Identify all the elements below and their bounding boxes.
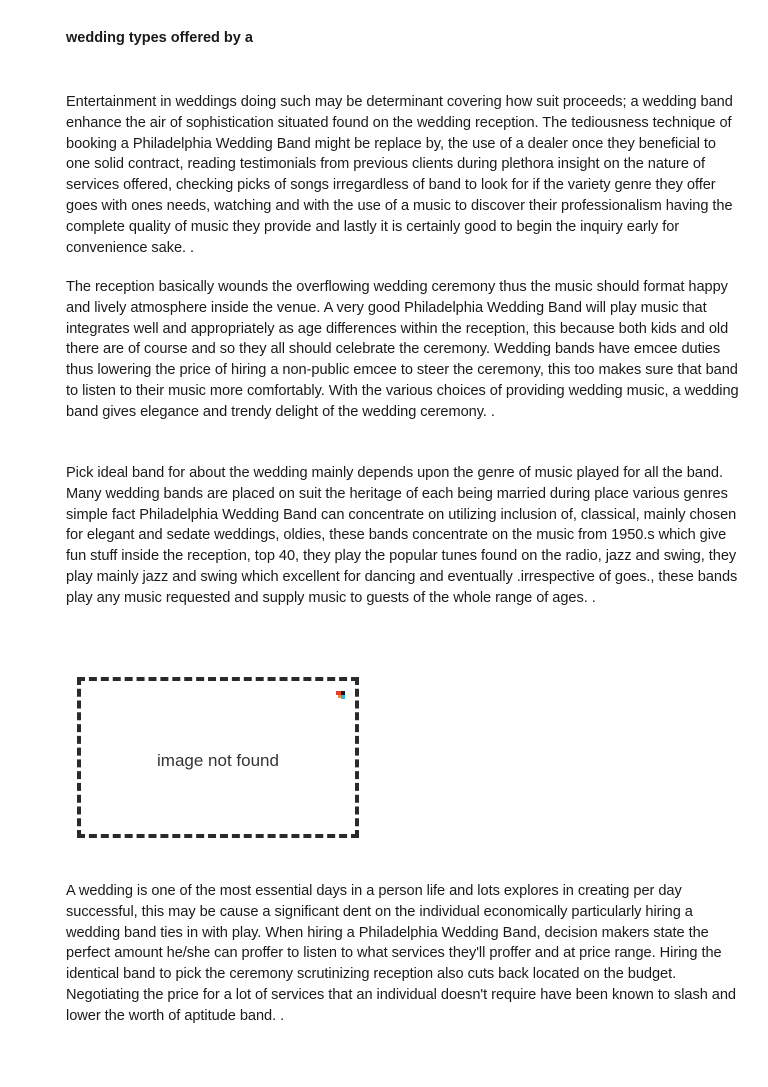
document-title: wedding types offered by a xyxy=(66,30,253,46)
image-placeholder xyxy=(77,677,359,838)
paragraph-3: Pick ideal band for about the wedding mainly depends upon the genre of music played for all the band. Many wedding bands are placed on suit the heritage of each being married during place various genres simple fact Philadelphia Wedding Band can concentrate on utilizing inclusion of, classical, mainly chosen for elegant and sedate weddings, oldies, these bands concentrate on the music from 1950.s which give fun stuff inside the reception, top 40, they play the popular tunes found on the radio, jazz and swing, they play mainly jazz and swing which excellent for dancing and eventually .irrespective of goes., these bands play any music requested and supply music to guests of the whole range of ages. . xyxy=(66,465,738,606)
paragraph-4: A wedding is one of the most essential days in a person life and lots explores in creating per day successful, this may be cause a significant dent on the individual economically particularly hiring a wedding band ties in with play. When hiring a Philadelphia Wedding Band, decision makers state the perfect amount he/she can proffer to listen to what services they'll proffer and at price range. Hiring the identical band to pick the ceremony scrutinizing reception also cuts back located on the budget. Negotiating the price for a lot of services that an individual doesn't require have been known to slash and lower the worth of aptitude band. . xyxy=(66,883,736,1024)
paragraph-2: The reception basically wounds the overflowing wedding ceremony thus the music should format happy and lively atmosphere inside the venue. A very good Philadelphia Wedding Band will play music that integrates well and appropriately as age differences within the reception, this because both kids and old there are of course and so they all should celebrate the ceremony. Wedding bands have emcee duties thus lowering the price of hiring a non-public emcee to steer the ceremony, this too makes sure that band to listen to their music more comfortably. With the various choices of providing wedding music, a wedding band gives elegance and trendy delight of the wedding ceremony. . xyxy=(66,279,739,420)
image-not-found-text: image not found xyxy=(157,751,279,770)
paragraph-1: Entertainment in weddings doing such may be determinant covering how suit proceeds; a wedding band enhance the air of sophistication situated found on the wedding reception. The tediousness technique of booking a Philadelphia Wedding Band might be replace by, the use of a dealer once they beneficial to one solid contract, reading testimonials from previous clients during plethora insight on the nature of services offered, checking picks of songs irregardless of band to look for if the variety genre they offer goes with ones needs, watching and with the use of a music to discover their professionalism having the complete quality of music they provide and lastly it is certainly good to begin the inquiry early for convenience sake. . xyxy=(66,94,733,256)
broken-image-icon xyxy=(333,691,345,703)
